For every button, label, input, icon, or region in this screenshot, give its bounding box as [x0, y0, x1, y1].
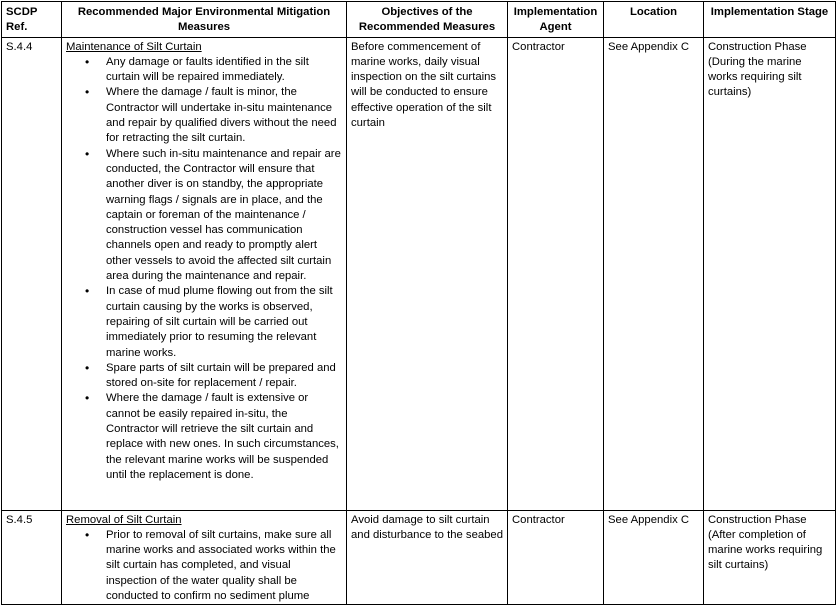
cell-measures [62, 37, 347, 510]
mitigation-measures-table [1, 1, 836, 605]
measure-bullet: • In case of mud plume flowing out from the silt curtain causing by the works is observed, repairing of silt curtain will be carried out immediately prior to resuming the relevant marine works. [106, 284, 342, 360]
cell-implementation-stage: Construction Phase (During the marine works requiring silt curtains) [704, 37, 836, 510]
measure-bullet: • Where the damage / fault is extensive or cannot be easily repaired in-situ, the Contractor will retrieve the silt curtain and replace with new ones. In such circumstances, the relevant marine works will be suspended until the replacement is done. [106, 391, 342, 483]
measure-bullet: • Where such in-situ maintenance and repair are conducted, the Contractor will ensure that another diver is on standby, the appropriate warning flags / signals are in place, and the captain or foreman of the maintenance / construction vessel has communication channels open and ready to promptly alert other vessels to avoid the affected silt curtain area during the maintenance and repair. [106, 147, 342, 285]
table-row [2, 37, 836, 510]
measure-title: Maintenance of Silt Curtain [66, 40, 202, 53]
cell-location: See Appendix C [604, 37, 704, 510]
cell-implementation-agent: Contractor [508, 510, 604, 605]
measure-bullet-list [66, 55, 342, 483]
cell-objectives: Before commencement of marine works, daily visual inspection on the silt curtains will be conducted to ensure effective operation of the silt curtain [347, 37, 508, 510]
header-implementation-agent: Implementation Agent [508, 2, 604, 38]
cell-measures [62, 510, 347, 605]
measure-title: Removal of Silt Curtain [66, 513, 182, 526]
measure-bullet: • Where the damage / fault is minor, the Contractor will undertake in-situ maintenance and repair by qualified divers without the need for retracting the silt curtain. [106, 85, 342, 146]
header-location: Location [604, 2, 704, 38]
measure-bullet: • Any damage or faults identified in the silt curtain will be repaired immediately. [106, 55, 342, 86]
table-row [2, 510, 836, 605]
header-measures: Recommended Major Environmental Mitigation Measures [62, 2, 347, 38]
header-scdp-ref: SCDP Ref. [2, 2, 62, 38]
cell-location: See Appendix C [604, 510, 704, 605]
cell-objectives: Avoid damage to silt curtain and disturbance to the seabed [347, 510, 508, 605]
measure-bullet: • Spare parts of silt curtain will be prepared and stored on-site for replacement / repair. [106, 361, 342, 392]
measure-bullet-list [66, 528, 342, 604]
table-header-row [2, 2, 836, 38]
header-implementation-stage: Implementation Stage [704, 2, 836, 38]
cell-scdp-ref: S.4.5 [2, 510, 62, 605]
cell-implementation-stage: Construction Phase (After completion of marine works requiring silt curtains) [704, 510, 836, 605]
cell-scdp-ref: S.4.4 [2, 37, 62, 510]
header-objectives: Objectives of the Recommended Measures [347, 2, 508, 38]
cell-implementation-agent: Contractor [508, 37, 604, 510]
measure-bullet: • Prior to removal of silt curtains, make sure all marine works and associated works within the silt curtain has completed, and visual inspection of the water quality shall be conducted to confirm no sediment plume [106, 528, 342, 604]
